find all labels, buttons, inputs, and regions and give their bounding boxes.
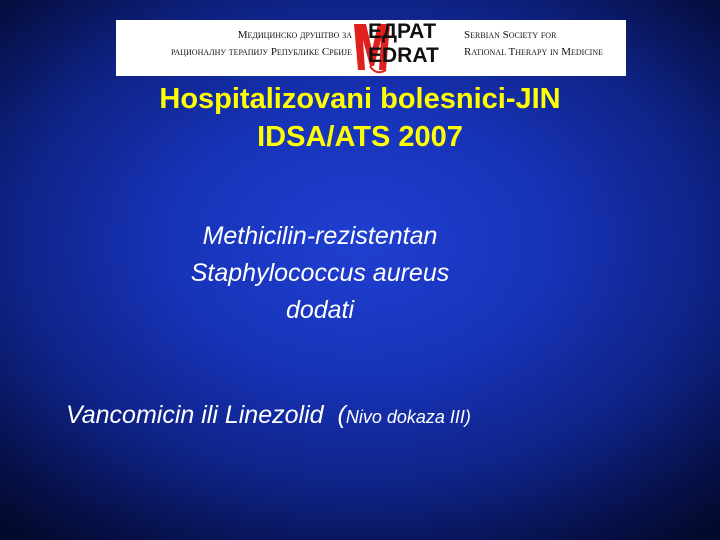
organism-text (120, 218, 520, 329)
evidence-open-paren: ( (337, 401, 346, 429)
medrat-logo (352, 20, 462, 76)
logo-text-cyrillic: ЕДРАТ (368, 20, 437, 43)
banner-left-line-2: рационалну терапију Републике Србије (171, 46, 352, 58)
slide-title (60, 80, 660, 156)
logo-text-latin: EDRAT (368, 44, 439, 67)
banner-right-line-1: Serbian Society for (464, 29, 557, 41)
banner-right-text (464, 27, 626, 61)
organism-line-2: Staphylococcus aureus (190, 259, 450, 287)
banner-left-text (116, 27, 352, 61)
slide-title-line-2: IDSA/ATS 2007 (257, 121, 463, 153)
treatment-drugs: Vancomicin ili Linezolid (66, 401, 324, 429)
society-banner (116, 20, 626, 76)
slide-title-line-1: Hospitalizovani bolesnici-JIN (159, 83, 561, 115)
banner-right-line-2: Rational Therapy in Medicine (464, 46, 603, 58)
banner-left-line-1: Медицинско друштво за (237, 29, 352, 41)
treatment-line (66, 401, 706, 430)
evidence-level: Nivo dokaza III) (345, 407, 471, 427)
organism-line-1: Methicilin-rezistentan (202, 222, 438, 250)
organism-line-3: dodati (285, 296, 355, 324)
